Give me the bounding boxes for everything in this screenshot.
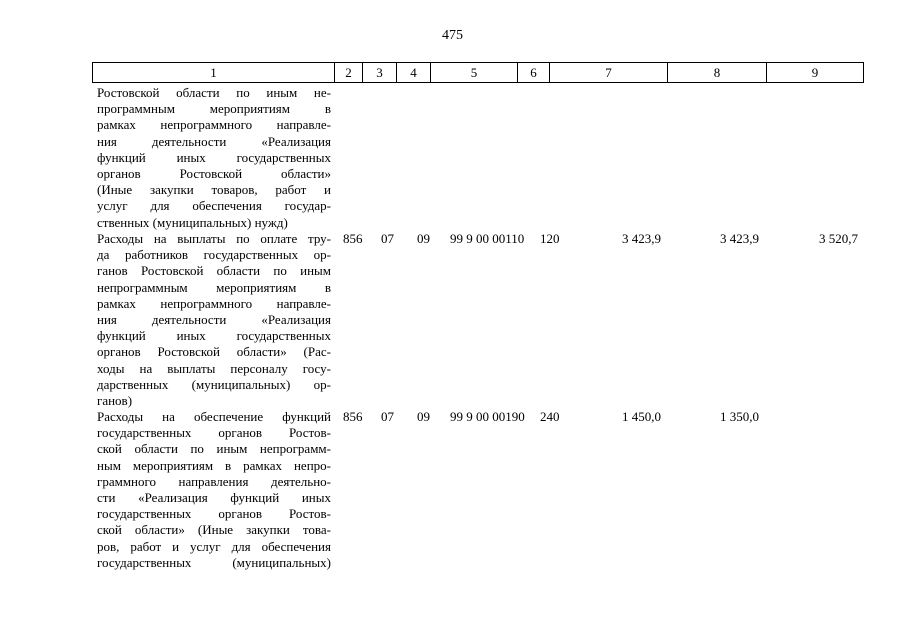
row-description <box>97 409 331 571</box>
description-line: рамках непрограммного направле- <box>97 295 331 311</box>
description-line: ганов Ростовской области по иным <box>97 263 331 279</box>
row-description <box>97 231 331 409</box>
header-col-2: 2 <box>335 63 363 83</box>
description-line: государственных органов Ростов- <box>97 506 331 522</box>
cell-col-6: 240 <box>540 409 560 424</box>
cell-col-5: 99 9 00 00190 <box>450 409 525 424</box>
cell-col-8: 1 350,0 <box>720 409 759 424</box>
cell-col-6: 120 <box>540 231 560 246</box>
description-line: ской области» (Иные закупки това- <box>97 522 331 538</box>
description-line: граммного направления деятельно- <box>97 473 331 489</box>
description-line: дарственных (муниципальных) ор- <box>97 376 331 392</box>
description-line: Ростовской области по иным не- <box>97 85 331 100</box>
description-line: ния деятельности «Реализация <box>97 133 331 149</box>
description-line: государственных (муниципальных) <box>97 554 331 570</box>
description-line: органов Ростовской области» <box>97 166 331 182</box>
description-line: непрограммным мероприятиям в <box>97 279 331 295</box>
header-col-5: 5 <box>431 63 518 83</box>
cell-col-9: 3 520,7 <box>819 231 858 246</box>
cell-col-5: 99 9 00 00110 <box>450 231 525 246</box>
cell-col-4: 09 <box>417 409 430 424</box>
table-header <box>92 62 864 83</box>
description-line: ской области по иным непрограмм- <box>97 441 331 457</box>
cell-col-2: 856 <box>343 409 363 424</box>
cell-col-2: 856 <box>343 231 363 246</box>
description-line: ходы на выплаты персоналу госу- <box>97 360 331 376</box>
header-col-7: 7 <box>550 63 668 83</box>
description-line: сти «Реализация функций иных <box>97 490 331 506</box>
cell-col-3: 07 <box>381 409 394 424</box>
description-line: ния деятельности «Реализация <box>97 312 331 328</box>
row-description <box>97 85 331 231</box>
cell-col-7: 1 450,0 <box>622 409 661 424</box>
description-line: ганов) <box>97 393 133 409</box>
description-line: (Иные закупки товаров, работ и <box>97 182 331 198</box>
description-line: ственных (муниципальных) нужд) <box>97 214 288 230</box>
header-col-3: 3 <box>363 63 397 83</box>
description-line: функций иных государственных <box>97 149 331 165</box>
description-line: услуг для обеспечения государ- <box>97 198 331 214</box>
cell-col-8: 3 423,9 <box>720 231 759 246</box>
description-line: Расходы на выплаты по оплате тру- <box>97 231 331 246</box>
cell-col-3: 07 <box>381 231 394 246</box>
page-number: 475 <box>442 28 463 43</box>
description-line: рамках непрограммного направле- <box>97 117 331 133</box>
cell-col-7: 3 423,9 <box>622 231 661 246</box>
description-line: государственных органов Ростов- <box>97 425 331 441</box>
header-col-4: 4 <box>397 63 431 83</box>
description-line: органов Ростовской области» (Рас- <box>97 344 331 360</box>
header-col-6: 6 <box>518 63 550 83</box>
description-line: Расходы на обеспечение функций <box>97 409 331 424</box>
header-col-1: 1 <box>93 63 335 83</box>
header-col-9: 9 <box>767 63 864 83</box>
description-line: да работников государственных ор- <box>97 247 331 263</box>
cell-col-4: 09 <box>417 231 430 246</box>
header-col-8: 8 <box>668 63 767 83</box>
description-line: ров, работ и услуг для обеспечения <box>97 538 331 554</box>
description-line: программным мероприятиям в <box>97 101 331 117</box>
description-line: ным мероприятиям в рамках непро- <box>97 457 331 473</box>
description-line: функций иных государственных <box>97 328 331 344</box>
